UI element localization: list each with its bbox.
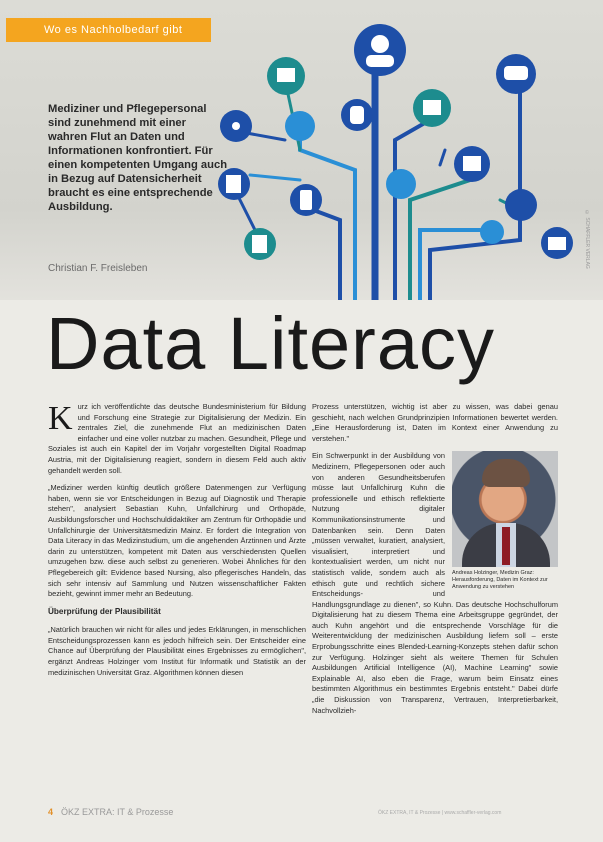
- portrait-photo: [452, 451, 558, 591]
- lead-text: urz ich veröffentlichte das deutsche Bundesministerium für Bildung und Forschung eine Strategie zur Digitalisierung der Medizin. Ein zentrales Ziel, die zunehmende Flut an medizinischen Daten einfacher und eine voller nutzbar zu machen. Gesundheit, Pflege und Soziales ist auch ein Kapitel der im Vorjahr vorgestellten Digital Roadmap Austria, mit der Digitalisierung reagiert, sondern in diesem Feld auch aktiv gehandelt werden soll.: [48, 402, 306, 475]
- side-stamp: © SCHAFFLER VERLAG: [584, 210, 590, 269]
- footer: [48, 807, 173, 817]
- tablet-icon: [285, 111, 315, 141]
- intro-text: Mediziner und Pflegepersonal sind zunehmend mit einer wahren Flut an Daten und Informationen konfrontiert. Für einen kompetenten Umgang auch in Bezug auf Datensicherheit braucht es eine entsprechende Ausbildung.: [48, 103, 228, 213]
- hero-illustration: [0, 0, 603, 300]
- column-left: [48, 402, 306, 685]
- portrait-image: [452, 451, 558, 567]
- author-name: Christian F. Freisleben: [48, 263, 148, 274]
- drop-cap: K: [48, 400, 73, 437]
- paragraph: Prozess unterstützen, wichtig ist aber zu wissen, was dabei genau geschieht, nach welchen Grundprinzipien Informationen bewertet werden. „Eine Herausforderung ist, Daten im Kontext einer Anwendung zu verstehen.": [312, 402, 558, 443]
- column-right: [312, 402, 558, 723]
- paragraph: Ein Schwerpunkt in der Ausbildung von Medizinern, Pflegepersonen oder auch von anderen Gesundheitsberufen müsse laut Unfallchirurg Kuhn die professionelle und ethisch reflektierte Nutzung digitaler Kommunikationsinstrumente und Datenbanken sein. Denn Daten „müssen verwaltet, kuratiert, analysiert, visualisiert, interpretiert und kontextualisiert werden, um nicht nur statistisch valide, sondern auch als ethisch gute und rechtlich sichere Entscheidungs- und Handlungsgrundlage zu dienen", so Kuhn. Das deutsche Hochschulforum Digitalisierung hat zu diesem Thema eine Arbeitsgruppe gegründet, der auch Kuhn angehört und die entsprechende Vorschläge für die Weiterentwicklung der medizinischen Ausbildung liefern soll – erste Erprobungsschritte eines Blended-Learning-Konzepts stehen dafür schon zur Verfügung. Holzinger sieht als weitere Themen für Schulen Ausbildungen Artificial Intelligence (AI), Machine Learning" sowie Explainable AI, also eben die Frage, warum beim Einsatz eines bestimmten Algorithmus ein bestimmtes Ergebnis entsteht." Dabei dürfe „die Diskussion von Transparenz, Vertrauen, Interpretierbarkeit, Nachvollzieh-: [312, 451, 558, 715]
- article-title: Data Literacy: [46, 302, 495, 385]
- paragraph: „Natürlich brauchen wir nicht für alles und jedes Erklärungen, in menschlichen Entscheidungsprozessen kann es jedoch hilfreich sein. Der Entscheider eine Chance auf Überprüfung der Plausibilität eines Ergebnisses zu ermöglichen", ergänzt Andreas Holzinger vom Institut für Informatik und Statistik an der medizinischen Universität Graz. Algorithmen können diesen: [48, 625, 306, 677]
- paragraph: „Mediziner werden künftig deutlich größere Datenmengen zur Verfügung haben, wenn sie vor Entscheidungen in Bezug auf Diagnostik und Therapie stehen", analysiert Sebastian Kuhn, Unfallchirurg und Orthopäde, Ausbildungsforscher und Hochschuldidaktiker am Zentrum für Orthopädie und Unfallchirurgie der Universitätsmedizin Mainz. Er fordert die Integration von Data Literacy in das Medizinstudium, um die angehenden Ärztinnen und Ärzte darin zu unterstützen, kompetent mit Daten aus verschiedensten Quellen umzugehen bzw. diese auch selbst zu generieren. Wobei Ähnliches für den Pflegebereich gilt: Evidence based Nursing, also pflegerisches Handeln, das sich sehr intensiv auf Sammlung und Nutzen wissenschaftlicher Fakten bezieht, gewinnt immer mehr an Bedeutung.: [48, 483, 306, 599]
- photo-caption: Andreas Holzinger, Medizin Graz: Herausforderung, Daten im Kontext zur Anwendung zu verstehen: [452, 570, 548, 591]
- footer-right: ÖKZ EXTRA, IT & Prozesse | www.schaffler-verlag.com: [378, 810, 502, 816]
- pill-box-icon: [386, 169, 416, 199]
- paragraph-lead: [48, 402, 306, 476]
- subheading: Überprüfung der Plausibilität: [48, 606, 161, 616]
- footer-label: ÖKZ EXTRA: IT & Prozesse: [61, 807, 174, 817]
- page-number: 4: [48, 807, 54, 817]
- pills-icon: [505, 189, 537, 221]
- section-tag: Wo es Nachholbedarf gibt: [6, 18, 211, 42]
- small-node-icon: [480, 220, 504, 244]
